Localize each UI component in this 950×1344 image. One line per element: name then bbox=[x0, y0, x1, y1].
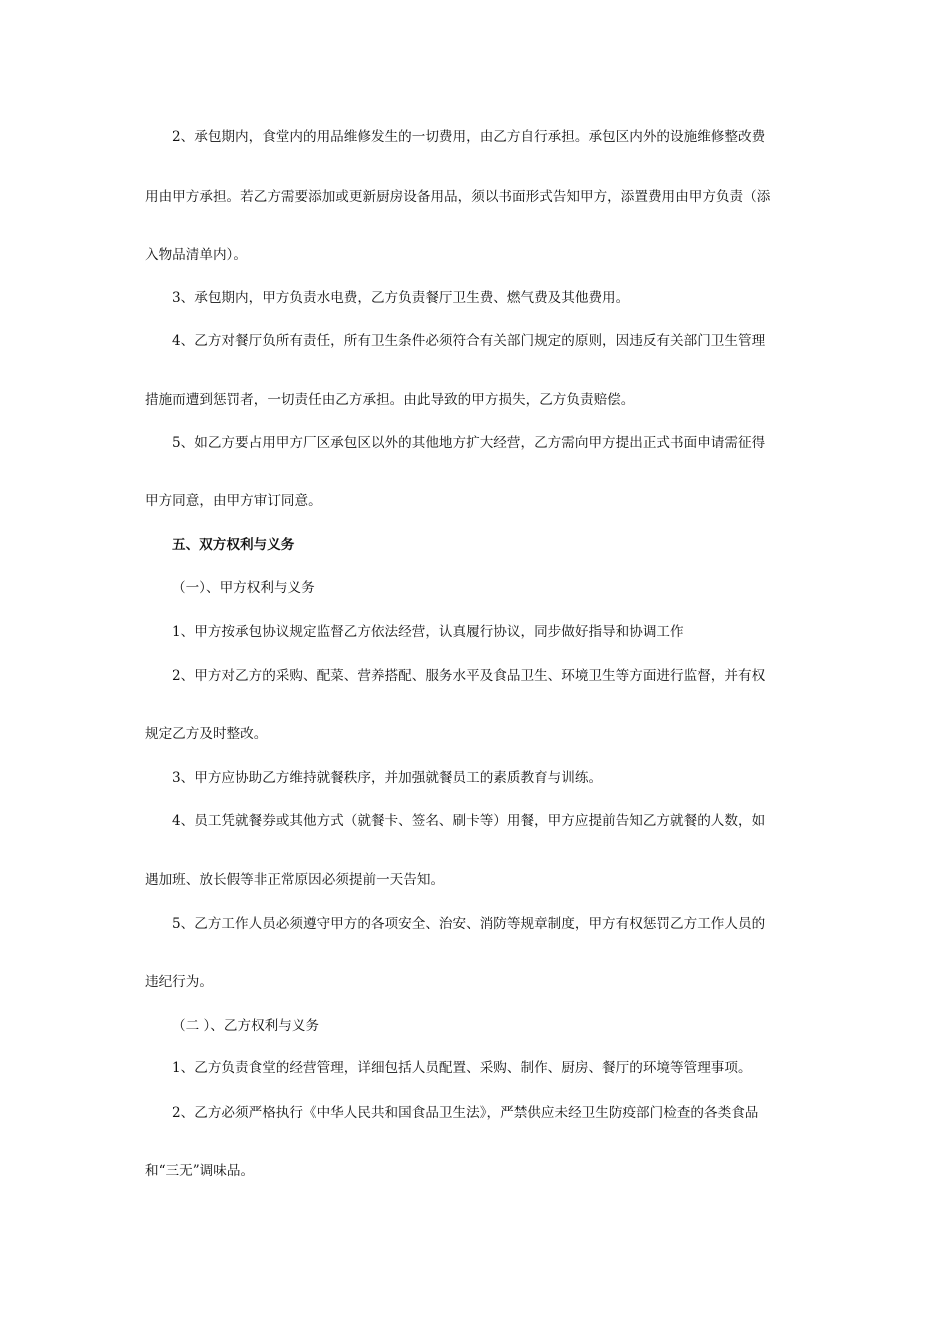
paragraph-line: 2、承包期内，食堂内的用品维修发生的一切费用，由乙方自行承担。承包区内外的设施维修整改费 bbox=[172, 129, 766, 145]
paragraph-line: 3、甲方应协助乙方维持就餐秩序，并加强就餐员工的素质教育与训练。 bbox=[172, 770, 603, 786]
paragraph-line: 用由甲方承担。若乙方需要添加或更新厨房设备用品，须以书面形式告知甲方，添置费用由甲方负责（添 bbox=[145, 189, 771, 205]
paragraph-line: 规定乙方及时整改。 bbox=[145, 726, 268, 742]
subsection-heading: （一）、甲方权利与义务 bbox=[172, 580, 315, 596]
paragraph-line: 1、甲方按承包协议规定监督乙方依法经营，认真履行协议，同步做好指导和协调工作 bbox=[172, 624, 684, 640]
paragraph-line: 措施而遭到惩罚者，一切责任由乙方承担。由此导致的甲方损失，乙方负责赔偿。 bbox=[145, 392, 635, 408]
paragraph-line: 5、乙方工作人员必须遵守甲方的各项安全、治安、消防等规章制度，甲方有权惩罚乙方工作人员的 bbox=[172, 916, 766, 932]
paragraph-line: 入物品清单内）。 bbox=[145, 247, 247, 263]
paragraph-line: 2、甲方对乙方的采购、配菜、营养搭配、服务水平及食品卫生、环境卫生等方面进行监督，并有权 bbox=[172, 668, 766, 684]
paragraph-line: 3、承包期内，甲方负责水电费，乙方负责餐厅卫生费、燃气费及其他费用。 bbox=[172, 290, 630, 306]
paragraph-line: 遇加班、放长假等非正常原因必须提前一天告知。 bbox=[145, 872, 445, 888]
paragraph-line: 5、如乙方要占用甲方厂区承包区以外的其他地方扩大经营，乙方需向甲方提出正式书面申请需征得 bbox=[172, 435, 766, 451]
subsection-heading: （二 ）、乙方权利与义务 bbox=[172, 1018, 320, 1034]
paragraph-line: 4、员工凭就餐券或其他方式（就餐卡、签名、刷卡等）用餐，甲方应提前告知乙方就餐的人数，如 bbox=[172, 813, 766, 829]
paragraph-line: 2、乙方必须严格执行《中华人民共和国食品卫生法》，严禁供应未经卫生防疫部门检查的各类食品 bbox=[172, 1105, 759, 1121]
section-heading: 五、双方权利与义务 bbox=[172, 537, 295, 553]
paragraph-line: 1、乙方负责食堂的经营管理，详细包括人员配置、采购、制作、厨房、餐厅的环境等管理事项。 bbox=[172, 1060, 752, 1076]
paragraph-line: 违纪行为。 bbox=[145, 974, 213, 990]
paragraph-line: 和“三无”调味品。 bbox=[145, 1163, 255, 1179]
paragraph-line: 4、乙方对餐厅负所有责任，所有卫生条件必须符合有关部门规定的原则，因违反有关部门卫生管理 bbox=[172, 333, 766, 349]
paragraph-line: 甲方同意，由甲方审订同意。 bbox=[145, 493, 322, 509]
